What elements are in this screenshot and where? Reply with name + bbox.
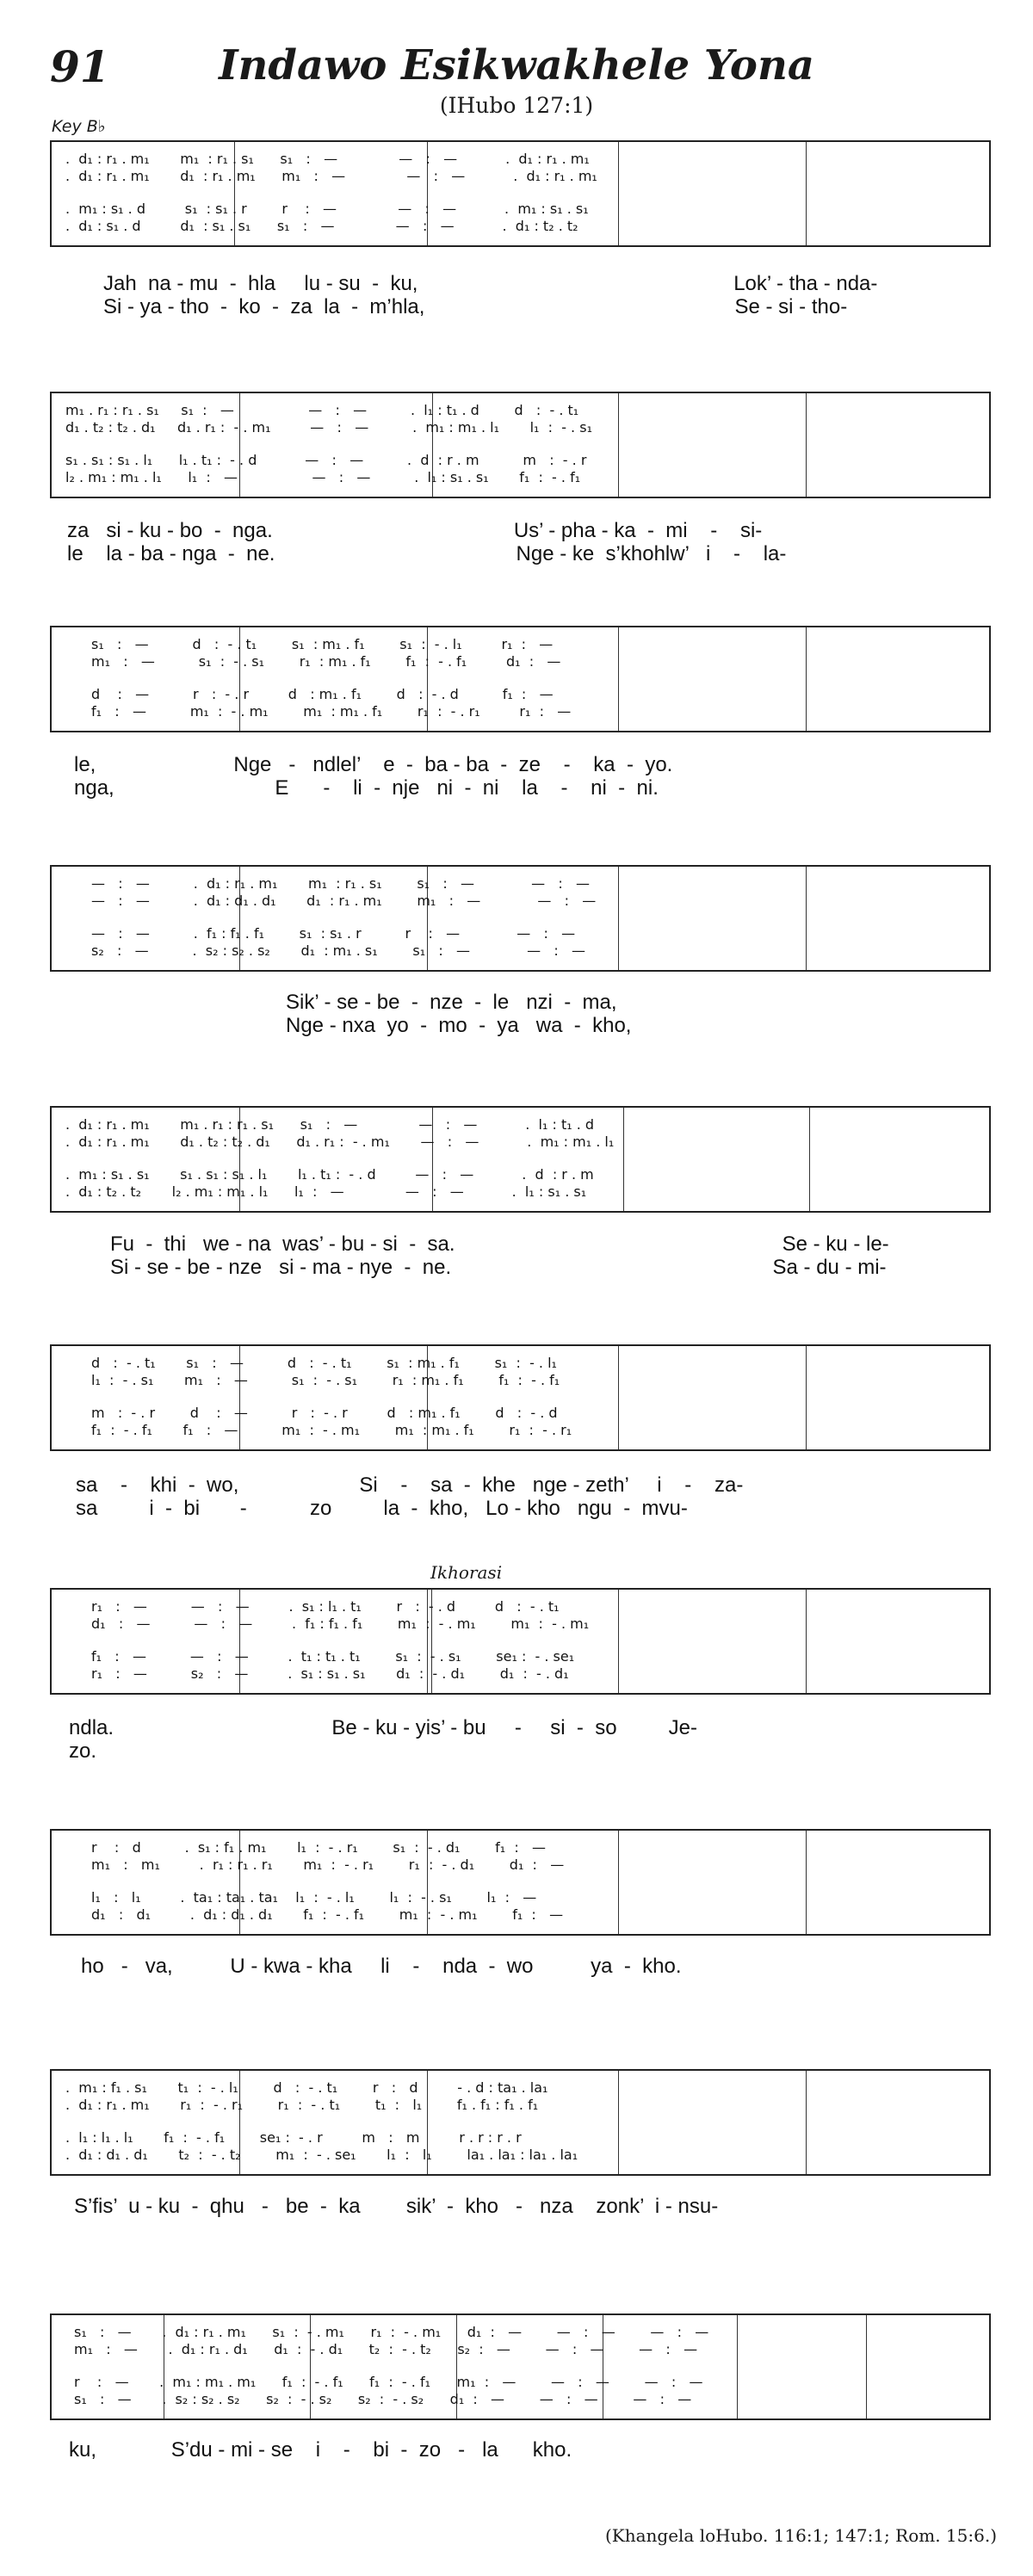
sol-fa-row: . m₁ : f₁ . s₁ t₁ : - . l₁ d : - . t₁ r : d - . d : ta₁ . la₁	[65, 2079, 548, 2096]
sol-fa-row: r : d . s₁ : f₁ . m₁ l₁ : - . r₁ s₁ : - . d₁ f₁ : —	[91, 1839, 547, 1856]
lyric-line: nga, E - li - nje ni - ni la - ni - ni.	[74, 776, 659, 800]
sol-fa-row: . d₁ : t₂ . t₂ l₂ . m₁ : m₁ . l₁ l₁ : — — : — . l₁ : s₁ . s₁	[65, 1183, 587, 1200]
chorus-label: Ikhorasi	[430, 1562, 503, 1583]
lyric-line: Si - ya - tho - ko - za la - m’hla, Se - si - tho-	[103, 295, 848, 318]
barline	[806, 1590, 807, 1693]
lyric-line: ndla. Be - ku - yis’ - bu - si - so Je-	[69, 1716, 697, 1739]
sol-fa-row: r₁ : — — : — . s₁ : l₁ . t₁ r : - . d d : - . t₁	[91, 1598, 560, 1615]
sol-fa-row: s₁ . s₁ : s₁ . l₁ l₁ . t₁ : - . d — : — . d : r . m m : - . r	[65, 452, 587, 468]
sol-fa-row: . l₁ : l₁ . l₁ f₁ : - . f₁ se₁ : - . r m : m r . r : r . r	[65, 2129, 522, 2146]
sol-fa-row: d : — r : - . r d : m₁ . f₁ d : - . d f₁ : —	[91, 686, 554, 702]
sol-fa-row: f₁ : — m₁ : - . m₁ m₁ : m₁ . f₁ r₁ : - . r₁ r₁ : —	[91, 703, 572, 720]
sol-fa-row: m : - . r d : — r : - . r d : m₁ . f₁ d : - . d	[91, 1405, 558, 1421]
sol-fa-row: . d₁ : r₁ . m₁ m₁ : r₁ . s₁ s₁ : — — : — . d₁ : r₁ . m₁	[65, 151, 590, 167]
lyric-line: za si - ku - bo - nga. Us’ - pha - ka - mi - si-	[67, 519, 763, 542]
lyric-line: S’fis’ u - ku - qhu - be - ka sik’ - kho - nza zonk’ i - nsu-	[74, 2195, 719, 2218]
lyric-line: Si - se - be - nze si - ma - nye - ne. Sa - du - mi-	[110, 1256, 887, 1279]
lyric-line: sa - khi - wo, Si - sa - khe nge - zeth’ i - za-	[76, 1473, 744, 1497]
barline	[618, 627, 619, 731]
lyric-line: Nge - nxa yo - mo - ya wa - kho,	[286, 1014, 632, 1037]
barline	[618, 1590, 619, 1693]
sol-fa-row: . m₁ : s₁ . d s₁ : s₁ . r r : — — : — . m₁ : s₁ . s₁	[65, 201, 589, 217]
hymn-reference: (IHubo 127:1)	[439, 93, 594, 118]
sol-fa-row: . d₁ : r₁ . m₁ d₁ : r₁ . m₁ m₁ : — — : — . d₁ : r₁ . m₁	[65, 168, 597, 184]
key-label: Key B♭	[52, 117, 106, 136]
barline	[618, 867, 619, 970]
barline	[623, 1108, 624, 1211]
sol-fa-row: . d₁ : d₁ . d₁ t₂ : - . t₂ m₁ : - . se₁ l₁ : l₁ la₁ . la₁ : la₁ . la₁	[65, 2147, 578, 2163]
barline	[806, 393, 807, 497]
lyric-line: le la - ba - nga - ne. Nge - ke s’khohlw’ i - la-	[67, 542, 787, 565]
sol-fa-row: . m₁ : s₁ . s₁ s₁ . s₁ : s₁ . l₁ l₁ . t₁ : - . d — : — . d : r . m	[65, 1166, 594, 1183]
barline	[809, 1108, 810, 1211]
barline	[618, 393, 619, 497]
barline	[618, 1831, 619, 1934]
barline	[806, 867, 807, 970]
lyric-line: Fu - thi we - na was’ - bu - si - sa. Se - ku - le-	[110, 1232, 889, 1256]
sol-fa-row: s₁ : — d : - . t₁ s₁ : m₁ . f₁ s₁ : - . l₁ r₁ : —	[91, 636, 554, 652]
sol-fa-row: — : — . d₁ : r₁ . m₁ m₁ : r₁ . s₁ s₁ : — — : —	[91, 875, 591, 892]
sol-fa-row: m₁ . r₁ : r₁ . s₁ s₁ : — — : — . l₁ : t₁ . d d : - . t₁	[65, 402, 579, 418]
lyric-line: ku, S’du - mi - se i - bi - zo - la kho.	[69, 2438, 572, 2462]
lyric-line: le, Nge - ndlel’ e - ba - ba - ze - ka - yo.	[74, 753, 673, 776]
sol-fa-row: m₁ : — s₁ : - . s₁ r₁ : m₁ . f₁ f₁ : - . f₁ d₁ : —	[91, 653, 561, 670]
lyric-line: ho - va, U - kwa - kha li - nda - wo ya - kho.	[81, 1955, 682, 1978]
barline	[618, 2071, 619, 2174]
barline	[806, 1346, 807, 1449]
barline	[866, 2315, 867, 2418]
sol-fa-row: m₁ : m₁ . r₁ : r₁ . r₁ m₁ : - . r₁ r₁ : - . d₁ d₁ : —	[91, 1856, 565, 1873]
barline	[806, 142, 807, 245]
sol-fa-row: s₂ : — . s₂ : s₂ . s₂ d₁ : m₁ . s₁ s₁ : — — : —	[91, 942, 586, 959]
sol-fa-row: f₁ : - . f₁ f₁ : — m₁ : - . m₁ m₁ : m₁ . f₁ r₁ : - . r₁	[91, 1422, 572, 1438]
sol-fa-row: . d₁ : r₁ . m₁ d₁ . t₂ : t₂ . d₁ d₁ . r₁ : - . m₁ — : — . m₁ : m₁ . l₁	[65, 1134, 615, 1150]
hymn-number: 91	[50, 41, 110, 92]
sol-fa-row: m₁ : — . d₁ : r₁ . d₁ d₁ : - . d₁ t₂ : - . t₂ s₂ : — — : — — : —	[74, 2341, 698, 2357]
sol-fa-row: . d₁ : r₁ . m₁ m₁ . r₁ : r₁ . s₁ s₁ : — — : — . l₁ : t₁ . d	[65, 1116, 595, 1133]
barline	[806, 2071, 807, 2174]
sol-fa-row: l₁ : l₁ . ta₁ : ta₁ . ta₁ l₁ : - . l₁ l₁ : - . s₁ l₁ : —	[91, 1889, 537, 1906]
sol-fa-row: d₁ : d₁ . d₁ : d₁ . d₁ f₁ : - . f₁ m₁ : - . m₁ f₁ : —	[91, 1906, 564, 1923]
sol-fa-row: d₁ . t₂ : t₂ . d₁ d₁ . r₁ : - . m₁ — : — . m₁ : m₁ . l₁ l₁ : - . s₁	[65, 419, 592, 436]
sol-fa-row: r₁ : — s₂ : — . s₁ : s₁ . s₁ d₁ : - . d₁ d₁ : - . d₁	[91, 1665, 569, 1682]
lyric-line: Sik’ - se - be - nze - le nzi - ma,	[286, 991, 617, 1014]
sol-fa-row: s₁ : — . d₁ : r₁ . m₁ s₁ : - . m₁ r₁ : - . m₁ d₁ : — — : — — : —	[74, 2324, 709, 2340]
sol-fa-row: s₁ : — . s₂ : s₂ . s₂ s₂ : - . s₂ s₂ : - . s₂ d₁ : — — : — — : —	[74, 2391, 692, 2407]
lyric-line: zo.	[69, 1739, 97, 1763]
barline	[806, 1831, 807, 1934]
sol-fa-row: . d₁ : r₁ . m₁ r₁ : - . r₁ r₁ : - . t₁ t₁ : l₁ f₁ . f₁ : f₁ . f₁	[65, 2097, 539, 2113]
sol-fa-row: d : - . t₁ s₁ : — d : - . t₁ s₁ : m₁ . f₁ s₁ : - . l₁	[91, 1355, 557, 1371]
barline	[737, 2315, 738, 2418]
sol-fa-row: . d₁ : s₁ . d d₁ : s₁ . s₁ s₁ : — — : — . d₁ : t₂ . t₂	[65, 218, 578, 234]
barline	[618, 142, 619, 245]
lyric-line: sa i - bi - zo la - kho, Lo - kho ngu - mvu-	[76, 1497, 688, 1520]
footer-reference: (Khangela loHubo. 116:1; 147:1; Rom. 15:6.)	[604, 2525, 997, 2546]
lyric-line: Jah na - mu - hla lu - su - ku, Lok’ - tha - nda-	[103, 272, 878, 295]
sol-fa-row: f₁ : — — : — . t₁ : t₁ . t₁ s₁ : - . s₁ se₁ : - . se₁	[91, 1648, 575, 1665]
sol-fa-row: d₁ : — — : — . f₁ : f₁ . f₁ m₁ : - . m₁ m₁ : - . m₁	[91, 1615, 590, 1632]
barline	[806, 627, 807, 731]
sol-fa-row: — : — . d₁ : d₁ . d₁ d₁ : r₁ . m₁ m₁ : — — : —	[91, 893, 597, 909]
sol-fa-row: r : — . m₁ : m₁ . m₁ f₁ : - . f₁ f₁ : - . f₁ m₁ : — — : — — : —	[74, 2374, 703, 2390]
sol-fa-row: l₁ : - . s₁ m₁ : — s₁ : - . s₁ r₁ : m₁ . f₁ f₁ : - . f₁	[91, 1372, 560, 1388]
hymn-title: Indawo Esikwakhele Yona	[219, 41, 814, 90]
sol-fa-row: — : — . f₁ : f₁ . f₁ s₁ : s₁ . r r : — — : —	[91, 925, 576, 942]
sol-fa-row: l₂ . m₁ : m₁ . l₁ l₁ : — — : — . l₁ : s₁ . s₁ f₁ : - . f₁	[65, 469, 581, 485]
barline	[618, 1346, 619, 1449]
